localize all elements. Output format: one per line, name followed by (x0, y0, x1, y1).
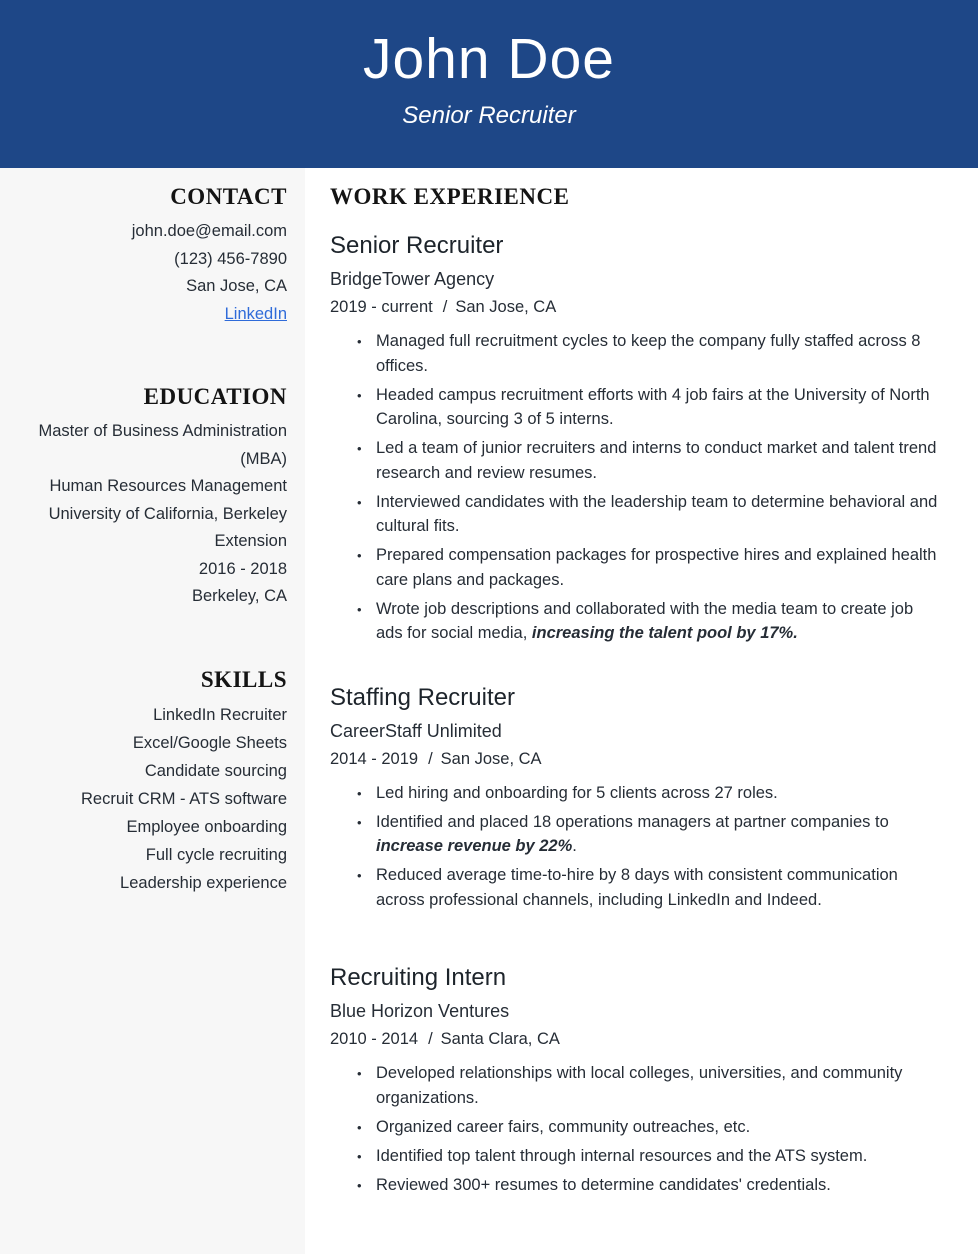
job-location: San Jose, CA (455, 298, 557, 316)
skills-section (14, 667, 287, 897)
bullet-emphasis: increasing the talent pool by 17%. (531, 624, 798, 642)
contact-email: john.doe@email.com (131, 222, 287, 240)
bullet-text: Interviewed candidates with the leadership team to determine behavioral and cultural fits. (376, 492, 938, 535)
education-school: University of California, Berkeley Extension (48, 504, 287, 550)
bullet-text: Managed full recruitment cycles to keep the company fully staffed across 8 offices. (376, 332, 921, 375)
bullet-item (355, 1144, 940, 1169)
bullet-item (355, 436, 940, 485)
bullet-item (355, 863, 940, 912)
job-dates: 2010 - 2014 (330, 1030, 419, 1048)
bullet-item (355, 329, 940, 378)
job-dates: 2014 - 2019 (330, 749, 419, 768)
bullet-item (355, 781, 940, 806)
job-company: CareerStaff Unlimited (330, 720, 502, 741)
contact-heading: CONTACT (170, 184, 287, 209)
job-location: Santa Clara, CA (440, 1030, 560, 1048)
contact-linkedin (14, 301, 287, 329)
job-title: Senior Recruiter (330, 232, 504, 259)
job-title: Staffing Recruiter (330, 683, 515, 711)
job-company: Blue Horizon Ventures (330, 1001, 510, 1021)
job-entry (330, 684, 940, 913)
job-meta (330, 750, 940, 769)
education-major: Human Resources Management (49, 477, 287, 495)
job-meta (330, 298, 940, 317)
education-location: Berkeley, CA (191, 587, 287, 605)
skill-item: Full cycle recruiting (145, 845, 287, 864)
meta-separator: / (428, 749, 433, 768)
person-name: John Doe (362, 26, 615, 91)
education-section (14, 384, 287, 611)
bullet-item (355, 597, 940, 646)
skill-item: LinkedIn Recruiter (153, 705, 287, 724)
education-dates: 2016 - 2018 (198, 559, 287, 578)
bullet-list (355, 329, 940, 646)
job-dates: 2019 - current (330, 298, 433, 316)
bullet-suffix: . (572, 837, 577, 855)
skills-heading: SKILLS (200, 666, 287, 692)
skill-item: Candidate sourcing (144, 761, 287, 780)
job-entry (330, 964, 940, 1197)
bullet-text: Headed campus recruitment efforts with 4 job fairs at the University of North Carolina, sourcing 3 of 5 interns. (376, 385, 930, 428)
skill-item: Recruit CRM - ATS software (81, 789, 287, 808)
job-title: Recruiting Intern (330, 964, 507, 991)
bullet-text: Developed relationships with local colleges, universities, and community organizations. (376, 1064, 903, 1107)
bullet-text: Identified top talent through internal resources and the ATS system. (376, 1146, 868, 1165)
header-banner (0, 0, 978, 168)
bullet-text: Led a team of junior recruiters and interns to conduct market and talent trend research and review resumes. (376, 439, 937, 482)
person-title: Senior Recruiter (402, 102, 576, 130)
contact-phone: (123) 456-7890 (174, 249, 287, 268)
bullet-text: Organized career fairs, community outreaches, etc. (376, 1117, 751, 1136)
job-location: San Jose, CA (440, 749, 542, 768)
bullet-item (355, 383, 940, 432)
bullet-text: Led hiring and onboarding for 5 clients across 27 roles. (376, 783, 778, 802)
skill-item: Leadership experience (120, 873, 287, 892)
skill-item: Excel/Google Sheets (132, 733, 287, 752)
sidebar (0, 168, 305, 1254)
bullet-text: Reviewed 300+ resumes to determine candidates' credentials. (376, 1175, 831, 1194)
meta-separator: / (428, 1030, 433, 1048)
bullet-item (355, 1061, 940, 1110)
bullet-list (355, 1061, 940, 1197)
bullet-text: Prepared compensation packages for prospective hires and explained health care plans and packages. (376, 546, 937, 589)
job-company: BridgeTower Agency (330, 269, 495, 289)
resume-body (0, 168, 978, 1254)
bullet-item (355, 1115, 940, 1140)
bullet-emphasis: increase revenue by 22% (376, 837, 573, 855)
education-degree: Master of Business Administration (MBA) (38, 422, 287, 468)
skill-item: Employee onboarding (126, 817, 287, 836)
skills-list (14, 701, 287, 897)
bullet-list (355, 781, 940, 913)
work-experience-column (305, 168, 978, 1254)
contact-location: San Jose, CA (186, 277, 287, 295)
education-heading: EDUCATION (143, 384, 287, 409)
work-experience-heading: WORK EXPERIENCE (330, 184, 570, 209)
contact-section (14, 184, 287, 328)
job-meta (330, 1030, 940, 1049)
bullet-text: Reduced average time-to-hire by 8 days with consistent communication across professional channels, including LinkedIn and Indeed. (376, 866, 898, 909)
bullet-text: Wrote job descriptions and collaborated with the media team to create job ads for social media, (376, 599, 914, 642)
bullet-item (355, 543, 940, 592)
bullet-item (355, 810, 940, 859)
bullet-text: Identified and placed 18 operations managers at partner companies to (376, 812, 889, 831)
meta-separator: / (442, 298, 448, 316)
bullet-item (355, 1173, 940, 1198)
linkedin-link[interactable]: LinkedIn (224, 304, 287, 323)
bullet-item (355, 490, 940, 539)
job-entry (330, 232, 940, 646)
